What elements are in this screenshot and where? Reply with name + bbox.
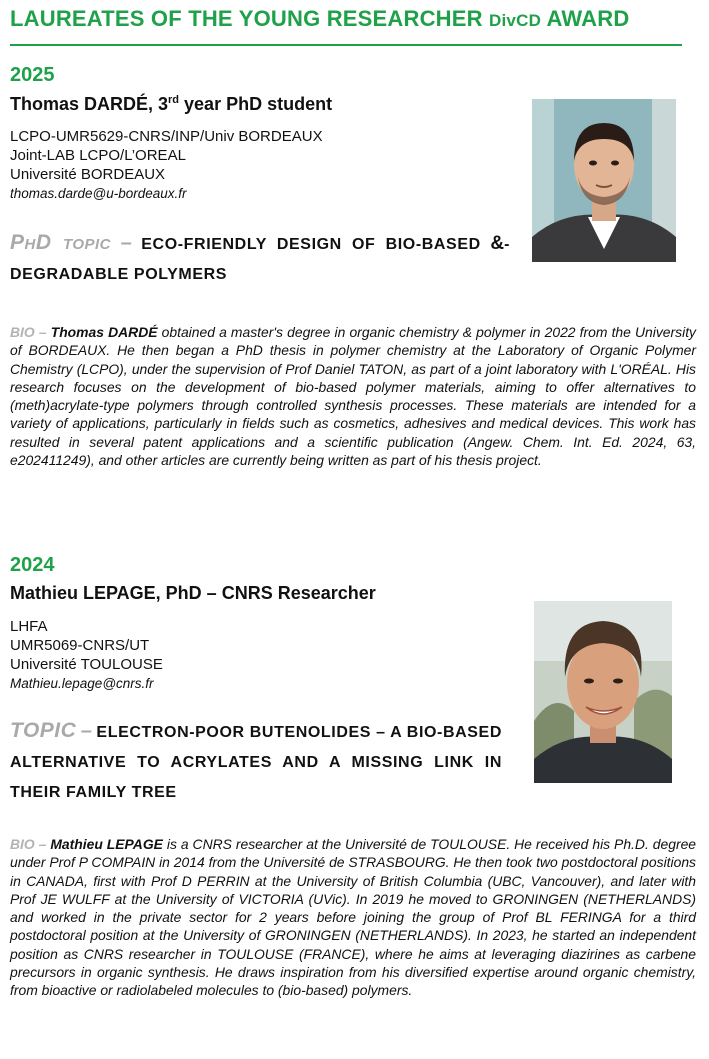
- title-text: LAUREATES OF THE YOUNG RESEARCHER: [10, 6, 490, 31]
- bio-text: is a CNRS researcher at the Université de TOULOUSE. He received his Ph.D. degree under Prof P COMPAIN in 2014 from the Université de STRASBOURG. He then took two postdoctoral positions in CANADA, first with Prof D PERRIN at the University of British Columbia (UBC, Vancouver), and later with Prof JE WULFF at the University of VICTORIA (UVic). In 2019 he moved to GRONINGEN (NETHERLANDS) and worked in the private sector for 2 years before joining the group of Prof BL FERINGA for a third postdoctoral position at the University of GRONINGEN (NETHERLANDS). In 2023, he started an independent position as CNRS researcher in TOULOUSE (FRANCE), where he aims at leveraging diazirines as carbene precursors in organic synthesis. He draws inspiration from his diversified expertise around organic chemistry, from bioactive or radiolabeled molecules to (bio-based) polymers.: [10, 836, 697, 999]
- topic-dash: –: [120, 232, 132, 254]
- name-text: Thomas DARDÉ, 3: [10, 94, 169, 114]
- topic-heading: [10, 716, 502, 808]
- affiliation-line: UMR5069-CNRS/UT: [10, 637, 150, 654]
- topic-ampersand: &: [490, 233, 505, 254]
- title-underline: [10, 44, 682, 46]
- topic-dash: –: [80, 720, 92, 742]
- email-address: Mathieu.lepage@cnrs.fr: [10, 676, 154, 691]
- bio-text: obtained a master's degree in organic chemistry & polymer in 2022 from the University of BORDEAUX. He then began a PhD thesis in polymer chemistry at the Laboratory of Organic Polymer Chemistry (LCPO), under the supervision of Prof Daniel TATON, as part of a joint laboratory with L'ORÉAL. His research focuses on the development of bio-based polymer materials, aiming to offer alternatives to (meth)acrylate-type polymers through controlled synthesis processes. These materials are intended for a variety of applications, particularly in fields such as cosmetics, adhesives and medical devices. This work has resulted in several patent applications and a scientific publication (Angew. Chem. Int. Ed. 2024, 63, e202411249), and other articles are currently being written as part of his thesis project.: [10, 324, 696, 469]
- page-title: [10, 6, 629, 32]
- topic-label: PhD topic: [10, 231, 112, 254]
- topic-heading: [10, 228, 510, 290]
- title-award: AWARD: [541, 6, 630, 31]
- year-heading: 2025: [10, 64, 55, 86]
- bio-label: BIO –: [10, 324, 47, 340]
- title-division: DivCD: [489, 11, 542, 30]
- affiliation-block: [10, 127, 323, 203]
- topic-text-end: -DEGRADABLE POLYMERS: [10, 236, 510, 283]
- bio-paragraph: [10, 323, 696, 469]
- bio-paragraph: [10, 835, 696, 1000]
- bio-label: BIO –: [10, 836, 47, 852]
- affiliation-line: LHFA: [10, 618, 48, 635]
- year-heading: 2024: [10, 554, 55, 576]
- affiliation-line: Université TOULOUSE: [10, 656, 163, 673]
- affiliation-line: Université BORDEAUX: [10, 166, 166, 183]
- laureate-name: Mathieu LEPAGE, PhD – CNRS Researcher: [10, 583, 376, 603]
- name-role: year PhD student: [179, 94, 333, 114]
- topic-label: TOPIC: [10, 719, 77, 742]
- affiliation-line: LCPO-UMR5629-CNRS/INP/Univ BORDEAUX: [10, 128, 323, 145]
- laureate-name: [10, 94, 332, 115]
- topic-text: ELECTRON-POOR BUTENOLIDES – A BIO-BASED ALTERNATIVE TO ACRYLATES AND A MISSING LINK IN THEIR FAMILY TREE: [10, 724, 502, 801]
- name-superscript: rd: [168, 94, 180, 106]
- affiliation-block: [10, 617, 163, 693]
- topic-text: ECO-FRIENDLY DESIGN OF BIO-BASED: [141, 236, 481, 253]
- email-address: thomas.darde@u-bordeaux.fr: [10, 186, 187, 201]
- bio-name: Thomas DARDÉ: [50, 324, 158, 340]
- portrait-photo: [534, 601, 672, 783]
- affiliation-line: Joint-LAB LCPO/L’OREAL: [10, 147, 186, 164]
- portrait-photo: [532, 99, 676, 262]
- portrait-mathieu: [534, 601, 672, 783]
- portrait-thomas: [532, 99, 676, 262]
- bio-name: Mathieu LEPAGE: [50, 836, 163, 852]
